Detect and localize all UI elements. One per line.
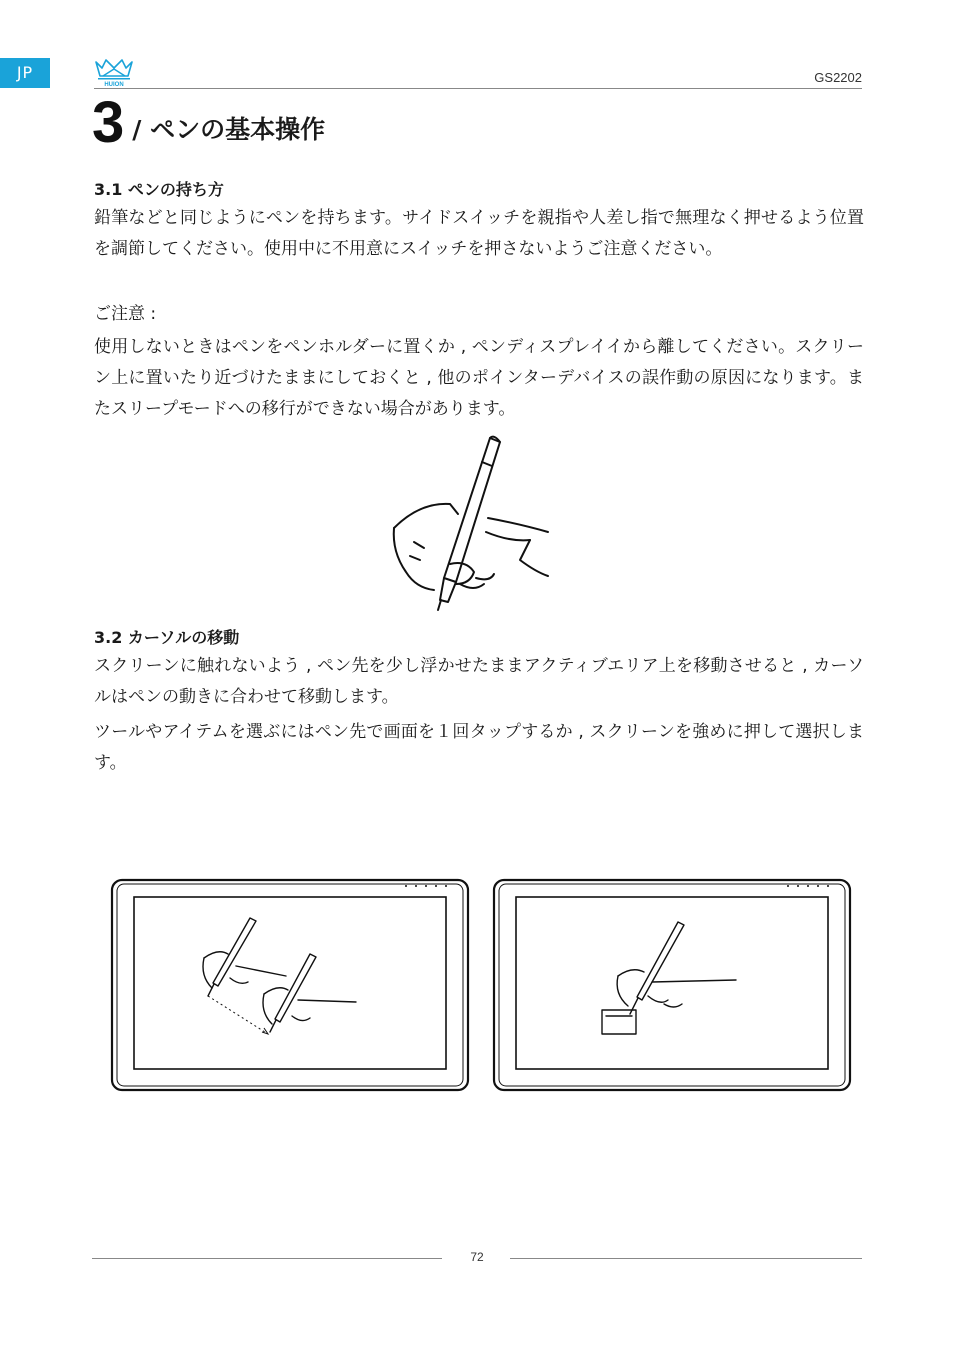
brand-wordmark: HUION xyxy=(104,82,124,88)
language-tab: JP xyxy=(0,58,50,88)
display-tap-illustration xyxy=(492,878,852,1094)
caution-label: ご注意 : xyxy=(94,304,157,324)
chapter-heading xyxy=(92,90,326,155)
paragraph-caution: 使用しないときはペンをペンホルダーに置くか , ペンディスプレイイから離してください。スクリーン上に置いたり近づけたままにしておくと , 他のポインターデバイスの誤作動の原因になります。またスリープモードへの移行ができない場合があります。 xyxy=(94,337,864,419)
display-hover-illustration xyxy=(110,878,470,1094)
model-number: GS2202 xyxy=(814,70,862,85)
paragraph-cursor-select: ツールやアイテムを選ぶにはペン先で画面を１回タップするか , スクリーンを強めに押して選択します。 xyxy=(94,722,864,773)
page-number: 72 xyxy=(470,1250,484,1264)
huion-logo xyxy=(94,56,134,88)
pen-grip-illustration xyxy=(390,432,555,612)
header-rule xyxy=(94,88,862,89)
section-heading-pen-grip: 3.1 ペンの持ち方 xyxy=(94,180,224,199)
paragraph-cursor-move: スクリーンに触れないよう , ペン先を少し浮かせたままアクティブエリア上を移動させると , カーソルはペンの動きに合わせて移動します。 xyxy=(94,656,864,707)
chapter-title: / ペンの基本操作 xyxy=(132,115,326,144)
paragraph-pen-grip: 鉛筆などと同じようにペンを持ちます。サイドスイッチを親指や人差し指で無理なく押せるよう位置を調節してください。使用中に不用意にスイッチを押さないようご注意ください。 xyxy=(94,208,864,259)
chapter-number: 3 xyxy=(92,90,125,155)
section-heading-cursor: 3.2 カーソルの移動 xyxy=(94,628,240,647)
